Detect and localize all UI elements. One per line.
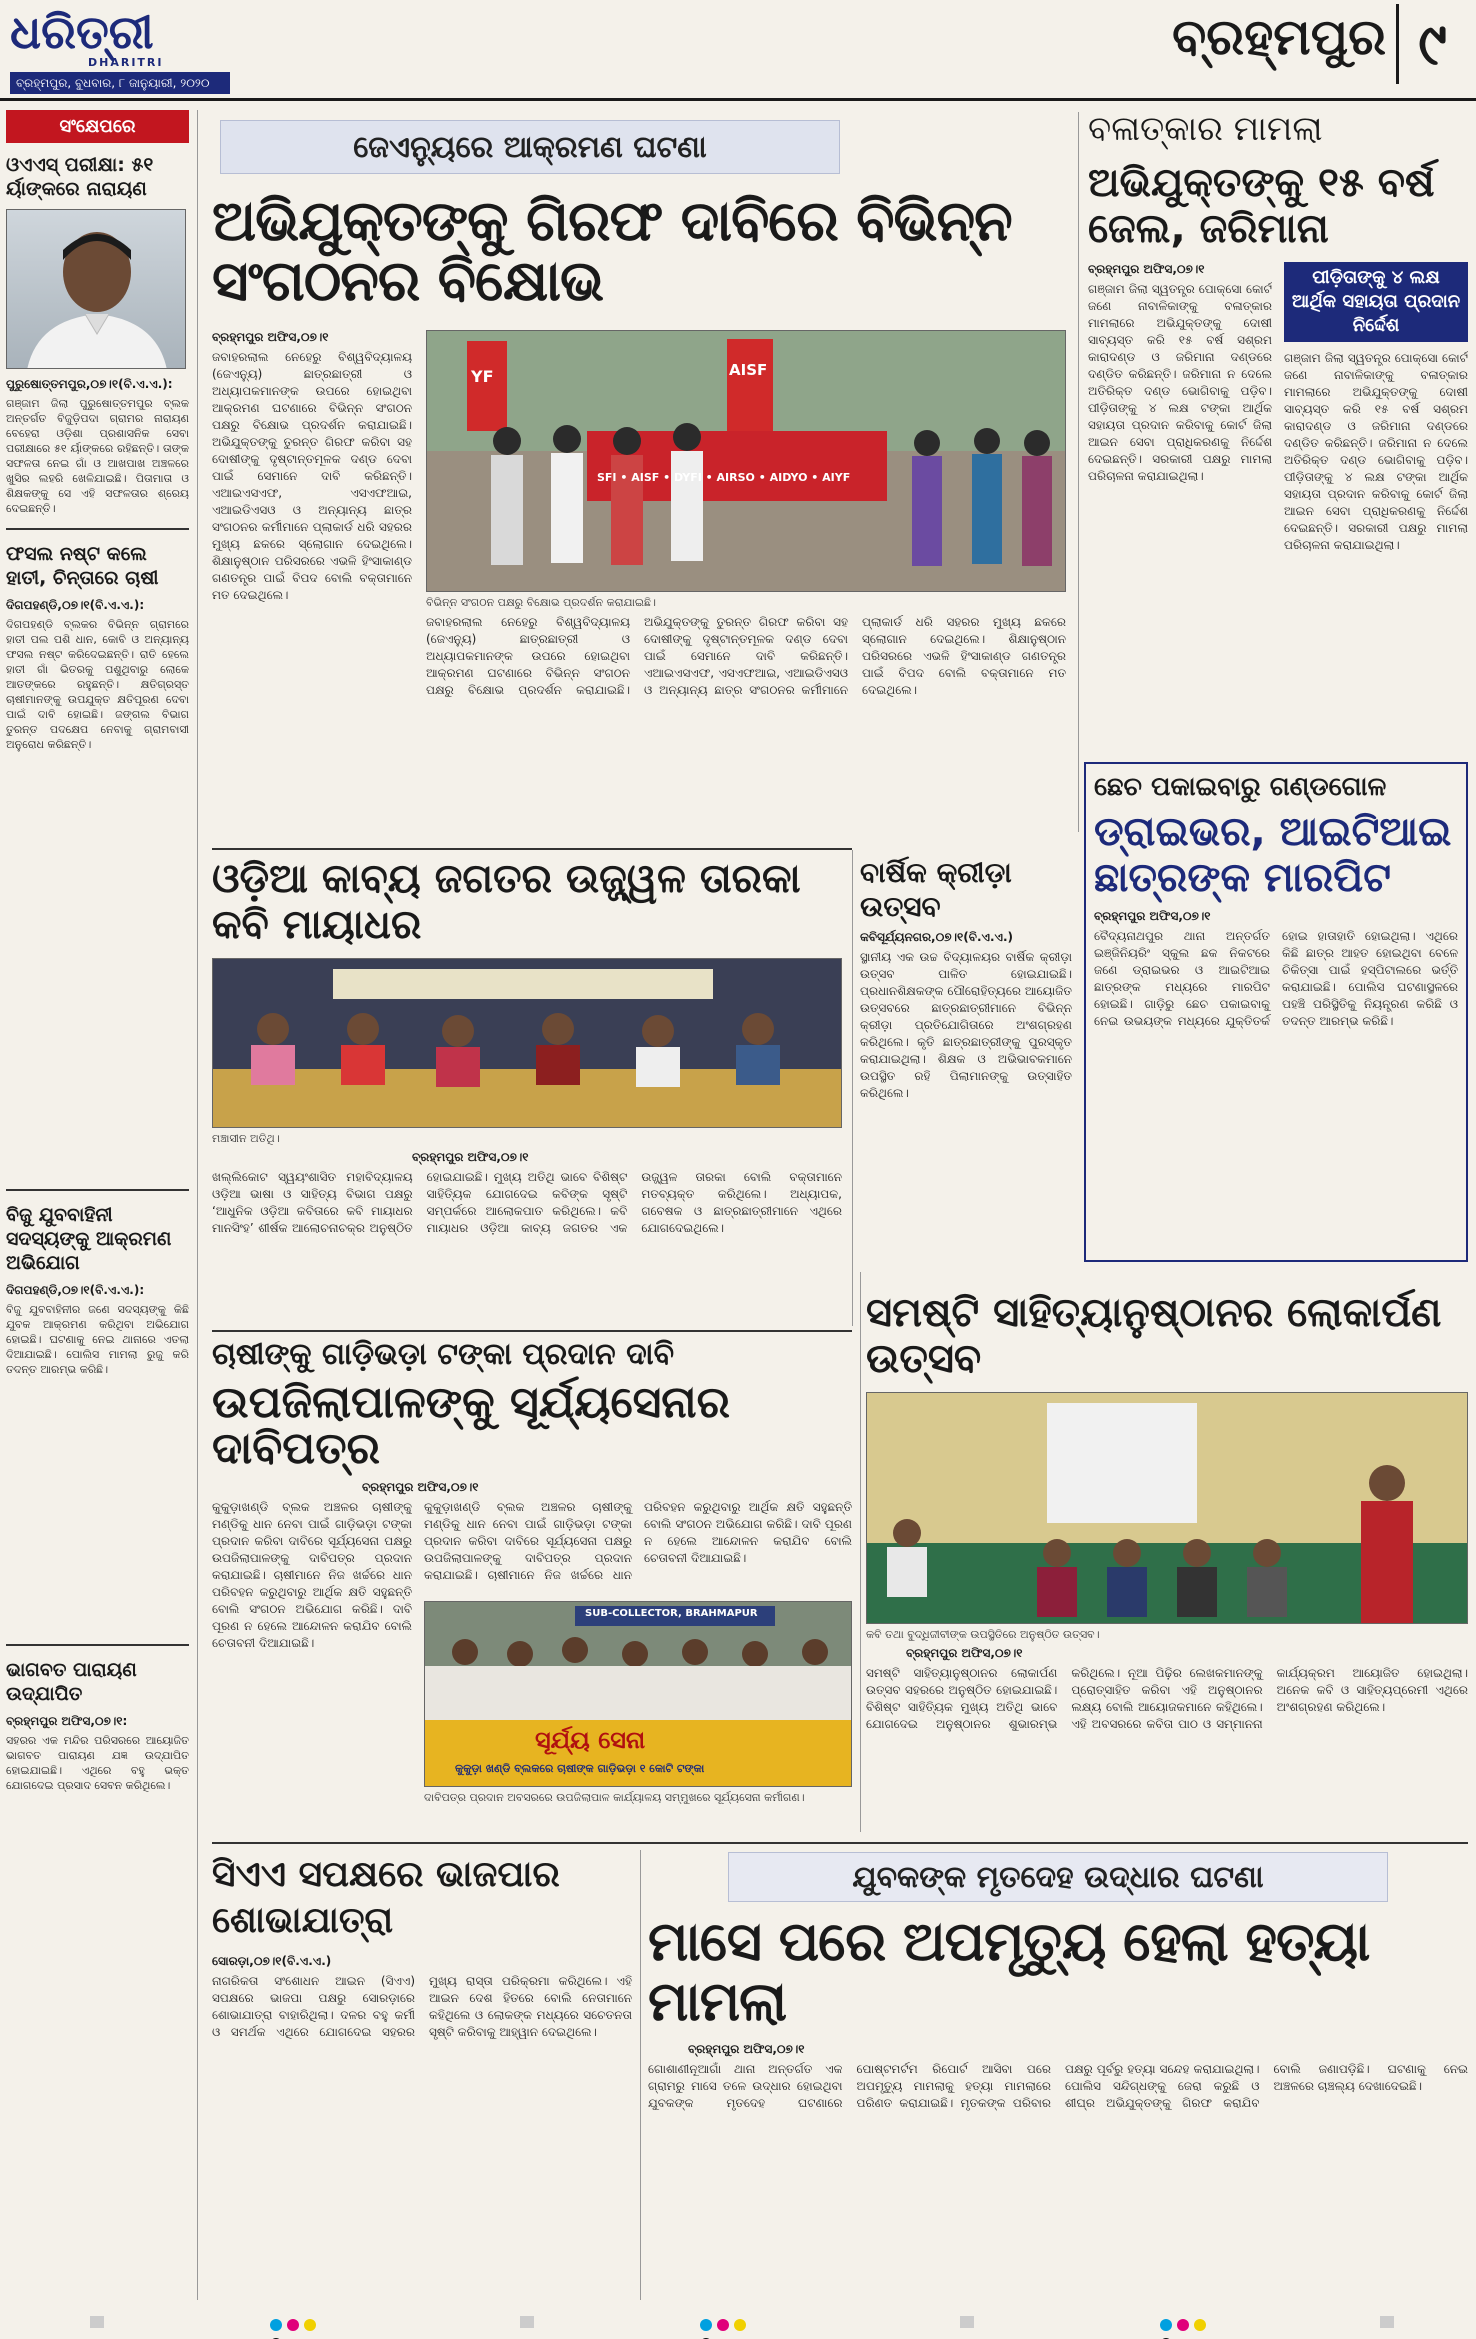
brief-divider <box>6 1189 189 1191</box>
murder-story <box>648 1852 1468 2302</box>
story-body: ସମଷ୍ଟି ସାହିତ୍ୟାନୁଷ୍ଠାନର ଲୋକାର୍ପଣ ଉତ୍ସବ ସହରରେ ଅନୁଷ୍ଠିତ ହୋଇଯାଇଛି। ବିଶିଷ୍ଟ ସାହିତ୍ୟିକ ମୁଖ୍ୟ ଅତିଥି ଭାବେ ଯୋଗଦେଇ ଅନୁଷ୍ଠାନର ଶୁଭାରମ୍ଭ କରିଥିଲେ। ନୂଆ ପିଢ଼ିର ଲେଖକମାନଙ୍କୁ ପ୍ରୋତ୍ସାହିତ କରିବା ଏହି ଅନୁଷ୍ଠାନର ଲକ୍ଷ୍ୟ ବୋଲି ଆୟୋଜକମାନେ କହିଥିଲେ। ଏହି ଅବସରରେ କବିତା ପାଠ ଓ ସମ୍ମାନନା କାର୍ଯ୍ୟକ୍ରମ ଆୟୋଜିତ ହୋଇଥିଲା। ଅନେକ କବି ଓ ସାହିତ୍ୟପ୍ରେମୀ ଏଥିରେ ଅଂଶଗ୍ରହଣ କରିଥିଲେ। <box>866 1666 1468 1731</box>
magenta-dot-icon <box>1177 2319 1189 2331</box>
story-body-continued: ଜବାହରଲାଲ ନେହେରୁ ବିଶ୍ୱବିଦ୍ୟାଳୟ (ଜେଏନ୍ୟୁ) ଛାତ୍ରଛାତ୍ରୀ ଓ ଅଧ୍ୟାପକମାନଙ୍କ ଉପରେ ହୋଇଥିବା ଆକ୍ରମଣ ଘଟଣାରେ ବିଭିନ୍ନ ସଂଗଠନ ପକ୍ଷରୁ ବିକ୍ଷୋଭ ପ୍ରଦର୍ଶନ କରାଯାଇଛି। ଅଭିଯୁକ୍ତଙ୍କୁ ତୁରନ୍ତ ଗିରଫ କରିବା ସହ ଦୋଷୀଙ୍କୁ ଦୃଷ୍ଟାନ୍ତମୂଳକ ଦଣ୍ଡ ଦେବା ପାଇଁ ସେମାନେ ଦାବି କରିଛନ୍ତି। ଏଆଇଏସଏଫ, ଏସଏଫଆଇ, ଏଆଇଡିଏସଓ ଓ ଅନ୍ୟାନ୍ୟ ଛାତ୍ର ସଂଗଠନର କର୍ମୀମାନେ ପ୍ଲାକାର୍ଡ ଧରି ସହରର ମୁଖ୍ୟ ଛକରେ ସ୍ଲୋଗାନ ଦେଇଥିଲେ। ଶିକ୍ଷାନୁଷ୍ଠାନ ପରିସରରେ ଏଭଳି ହିଂସାକାଣ୍ଡ ଗଣତନ୍ତ୍ର ପାଇଁ ବିପଦ ବୋଲି ବକ୍ତାମାନେ ମତ ଦେଇଥିଲେ। <box>426 615 1066 697</box>
section-divider <box>212 1842 1468 1844</box>
cyan-dot-icon <box>270 2319 282 2331</box>
photo-caption: ବିଭିନ୍ନ ସଂଗଠନ ପକ୍ଷରୁ ବିକ୍ଷୋଭ ପ୍ରଦର୍ଶନ କରାଯାଇଛି। <box>426 596 656 609</box>
story-body: କୁକୁଡ଼ାଖଣ୍ଡି ବ୍ଲକ ଅଞ୍ଚଳର ଚାଷୀଙ୍କୁ ମଣ୍ଡିକୁ ଧାନ ନେବା ପାଇଁ ଗାଡ଼ିଭଡ଼ା ଟଙ୍କା ପ୍ରଦାନ କରିବା ଦାବିରେ ସୂର୍ଯ୍ୟସେନା ପକ୍ଷରୁ ଉପଜିଲାପାଳଙ୍କୁ ଦାବିପତ୍ର ପ୍ରଦାନ କରାଯାଇଛି। ଚାଷୀମାନେ ନିଜ ଖର୍ଚ୍ଚରେ ଧାନ ପରିବହନ କରୁଥିବାରୁ ଆର୍ଥିକ କ୍ଷତି ସହୁଛନ୍ତି ବୋଲି ସଂଗଠନ ଅଭିଯୋଗ କରିଛି। ଦାବି ପୂରଣ ନ ହେଲେ ଆନ୍ଦୋଳନ କରାଯିବ ବୋଲି ଚେତାବନୀ ଦିଆଯାଇଛି। <box>212 1500 412 1650</box>
photo-caption: କବି ତଥା ବୁଦ୍ଧିଜୀବୀଙ୍କ ଉପସ୍ଥିତିରେ ଅନୁଷ୍ଠିତ ଉତ୍ସବ। <box>866 1628 1100 1641</box>
brief-divider <box>6 528 189 530</box>
story-headline: ଡ୍ରାଇଭର, ଆଇଟିଆଇ ଛାତ୍ରଙ୍କ ମାରପିଟ <box>1094 809 1452 901</box>
jnu-story <box>212 112 1072 860</box>
briefs-kicker: ସଂକ୍ଷେପରେ <box>6 110 189 143</box>
story-body: ଗଞ୍ଜାମ ଜିଲା ସ୍ୱତନ୍ତ୍ର ପୋକ୍ସୋ କୋର୍ଟ ଜଣେ ନାବାଳିକାଙ୍କୁ ବଳାତ୍କାର ମାମଲାରେ ଅଭିଯୁକ୍ତଙ୍କୁ ଦୋଷୀ ସାବ୍ୟସ୍ତ କରି ୧୫ ବର୍ଷ ସଶ୍ରମ କାରାଦଣ୍ଡ ଓ ଜରିମାନା ଦଣ୍ଡରେ ଦଣ୍ଡିତ କରିଛନ୍ତି। ଜରିମାନା ନ ଦେଲେ ଅତିରିକ୍ତ ଦଣ୍ଡ ଭୋଗିବାକୁ ପଡ଼ିବ। ପୀଡ଼ିତାଙ୍କୁ ୪ ଲକ୍ଷ ଟଙ୍କା ଆର୍ଥିକ ସହାୟତା ପ୍ରଦାନ କରିବାକୁ କୋର୍ଟ ଜିଲା ଆଇନ ସେବା ପ୍ରାଧିକରଣକୁ ନିର୍ଦ୍ଦେଶ ଦେଇଛନ୍ତି। ସରକାରୀ ପକ୍ଷରୁ ମାମଲା ପରିଚାଳନା କରାଯାଇଥିଲା। <box>1088 282 1272 483</box>
story-byline: ବ୍ରହ୍ମପୁର ଅଫିସ,୦୭।୧ <box>1094 909 1211 923</box>
story-kicker: ଚାଷୀଙ୍କୁ ଗାଡ଼ିଭଡ଼ା ଟଙ୍କା ପ୍ରଦାନ ଦାବି <box>212 1337 675 1372</box>
caa-story <box>212 1852 632 2302</box>
story-body: ଖଲ୍ଲିକୋଟ ସ୍ୱୟଂଶାସିତ ମହାବିଦ୍ୟାଳୟ ଓଡ଼ିଆ ଭାଷା ଓ ସାହିତ୍ୟ ବିଭାଗ ପକ୍ଷରୁ ‘ଆଧୁନିକ ଓଡ଼ିଆ କବିତାରେ କବି ମାୟାଧର ମାନସିଂହ’ ଶୀର୍ଷକ ଆଲୋଚନାଚକ୍ର ଅନୁଷ୍ଠିତ ହୋଇଯାଇଛି। ମୁଖ୍ୟ ଅତିଥି ଭାବେ ବିଶିଷ୍ଟ ସାହିତ୍ୟିକ ଯୋଗଦେଇ କବିଙ୍କ ସୃଷ୍ଟି ସମ୍ପର୍କରେ ଆଲୋକପାତ କରିଥିଲେ। କବି ମାୟାଧର ଓଡ଼ିଆ କାବ୍ୟ ଜଗତର ଏକ ଉଜ୍ଜ୍ୱଳ ତାରକା ବୋଲି ବକ୍ତାମାନେ ମତବ୍ୟକ୍ତ କରିଥିଲେ। ଅଧ୍ୟାପକ, ଗବେଷକ ଓ ଛାତ୍ରଛାତ୍ରୀମାନେ ଏଥିରେ ଯୋଗଦେଇଥିଲେ। <box>212 1170 842 1235</box>
photo-flag-label: AISF <box>729 361 768 379</box>
stage-photo <box>212 958 842 1128</box>
story-headline: ଓଡ଼ିଆ କାବ୍ୟ ଜଗତର ଉଜ୍ଜ୍ୱଳ ତାରକା କବି ମାୟାଧର <box>212 856 801 948</box>
story-banner: ଯୁବକଙ୍କ ମୃତଦେହ ଉଦ୍ଧାର ଘଟଣା <box>728 1852 1388 1902</box>
briefs-column <box>6 110 198 2300</box>
newspaper-logo <box>10 6 225 68</box>
event-scene-icon <box>867 1393 1468 1624</box>
brief-title: ଓଏଏସ୍ ପରୀକ୍ଷା: ୫୧ ର୍ୟାଙ୍କରେ ନାରାୟଣ <box>6 154 154 200</box>
court-story <box>1088 109 1468 752</box>
yellow-dot-icon <box>734 2319 746 2331</box>
section-divider <box>212 1330 852 1332</box>
story-kicker: ଛେଚ ପକାଇବାରୁ ଗଣ୍ଡଗୋଳ <box>1094 772 1387 802</box>
brief-body: ବିଜୁ ଯୁବବାହିନୀର ଜଣେ ସଦସ୍ୟଙ୍କୁ କିଛି ଯୁବକ ଆକ୍ରମଣ କରିଥିବା ଅଭିଯୋଗ ହୋଇଛି। ଘଟଣାକୁ ନେଇ ଥାନାରେ ଏତଲା ଦିଆଯାଇଛି। ପୋଲିସ ମାମଲା ରୁଜୁ କରି ତଦନ୍ତ ଆରମ୍ଭ କରିଛି। <box>6 1303 189 1376</box>
story-body-continued: କୁକୁଡ଼ାଖଣ୍ଡି ବ୍ଲକ ଅଞ୍ଚଳର ଚାଷୀଙ୍କୁ ମଣ୍ଡିକୁ ଧାନ ନେବା ପାଇଁ ଗାଡ଼ିଭଡ଼ା ଟଙ୍କା ପ୍ରଦାନ କରିବା ଦାବିରେ ସୂର୍ଯ୍ୟସେନା ପକ୍ଷରୁ ଉପଜିଲାପାଳଙ୍କୁ ଦାବିପତ୍ର ପ୍ରଦାନ କରାଯାଇଛି। ଚାଷୀମାନେ ନିଜ ଖର୍ଚ୍ଚରେ ଧାନ ପରିବହନ କରୁଥିବାରୁ ଆର୍ଥିକ କ୍ଷତି ସହୁଛନ୍ତି ବୋଲି ସଂଗଠନ ଅଭିଯୋଗ କରିଛି। ଦାବି ପୂରଣ ନ ହେଲେ ଆନ୍ଦୋଳନ କରାଯିବ ବୋଲି ଚେତାବନୀ ଦିଆଯାଇଛି। <box>424 1500 852 1582</box>
story-byline: ବ୍ରହ୍ମପୁର ଅଫିସ,୦୭।୧ <box>906 1646 1023 1660</box>
photo-sign-text: SUB-COLLECTOR, BRAHMAPUR <box>585 1608 758 1619</box>
photo-caption: ମଞ୍ଚାସୀନ ଅତିଥି। <box>212 1132 280 1145</box>
photo-flag-label: YF <box>471 367 494 386</box>
logo-subtext: DHARITRI <box>88 56 164 69</box>
story-byline: ସୋରଡ଼ା,୦୭।୧(ବି.ଏ.ଏ.) <box>212 1954 332 1968</box>
section-divider <box>212 848 852 850</box>
column-rule <box>640 1850 641 2300</box>
iti-story <box>1084 762 1468 1262</box>
story-byline: ବ୍ରହ୍ମପୁର ଅଫିସ,୦୭।୧ <box>362 1480 479 1494</box>
story-byline: ବ୍ରହ୍ମପୁର ଅଫିସ,୦୭।୧ <box>688 2042 805 2056</box>
registration-mark <box>270 2316 330 2328</box>
literary-story <box>866 1290 1468 1830</box>
column-rule <box>1078 112 1079 832</box>
registration-mark <box>700 2316 760 2328</box>
person-portrait-icon <box>7 210 186 369</box>
story-banner: ଜେଏନ୍ୟୁରେ ଆକ୍ରମଣ ଘଟଣା <box>220 120 840 174</box>
sports-story <box>860 856 1072 1326</box>
story-body-continued: ଗଞ୍ଜାମ ଜିଲା ସ୍ୱତନ୍ତ୍ର ପୋକ୍ସୋ କୋର୍ଟ ଜଣେ ନାବାଳିକାଙ୍କୁ ବଳାତ୍କାର ମାମଲାରେ ଅଭିଯୁକ୍ତଙ୍କୁ ଦୋଷୀ ସାବ୍ୟସ୍ତ କରି ୧୫ ବର୍ଷ ସଶ୍ରମ କାରାଦଣ୍ଡ ଓ ଜରିମାନା ଦଣ୍ଡରେ ଦଣ୍ଡିତ କରିଛନ୍ତି। ଜରିମାନା ନ ଦେଲେ ଅତିରିକ୍ତ ଦଣ୍ଡ ଭୋଗିବାକୁ ପଡ଼ିବ। ପୀଡ଼ିତାଙ୍କୁ ୪ ଲକ୍ଷ ଟଙ୍କା ଆର୍ଥିକ ସହାୟତା ପ୍ରଦାନ କରିବାକୁ କୋର୍ଟ ଜିଲା ଆଇନ ସେବା ପ୍ରାଧିକରଣକୁ ନିର୍ଦ୍ଦେଶ ଦେଇଛନ୍ତି। ସରକାରୀ ପକ୍ଷରୁ ମାମଲା ପରିଚାଳନା କରାଯାଇଥିଲା। <box>1284 351 1468 552</box>
registration-mark <box>1380 2316 1394 2328</box>
story-headline: ସିଏଏ ସପକ୍ଷରେ ଭାଜପାର ଶୋଭାଯାତ୍ରା <box>212 1854 560 1941</box>
story-byline: ବ୍ରହ୍ମପୁର ଅଫିସ,୦୭।୧ <box>1088 262 1205 276</box>
masthead <box>0 0 1476 100</box>
magenta-dot-icon <box>287 2319 299 2331</box>
registration-mark <box>1160 2316 1220 2328</box>
story-body: ନାଗରିକତା ସଂଶୋଧନ ଆଇନ (ସିଏଏ) ସପକ୍ଷରେ ଭାଜପା ପକ୍ଷରୁ ସୋରଡ଼ାରେ ଶୋଭାଯାତ୍ରା ବାହାରିଥିଲା। ଦଳର ବହୁ କର୍ମୀ ଓ ସମର୍ଥକ ଏଥିରେ ଯୋଗଦେଇ ସହରର ମୁଖ୍ୟ ରାସ୍ତା ପରିକ୍ରମା କରିଥିଲେ। ଏହି ଆଇନ ଦେଶ ହିତରେ ବୋଲି ନେତାମାନେ କହିଥିଲେ ଓ ଲୋକଙ୍କ ମଧ୍ୟରେ ସଚେତନତା ସୃଷ୍ଟି କରିବାକୁ ଆହ୍ୱାନ ଦେଇଥିଲେ। <box>212 1974 632 2039</box>
brief-byline: ଦିଗପହଣ୍ଡି,୦୭।୧(ବି.ଏ.ଏ.): <box>6 1283 145 1297</box>
registration-mark <box>960 2316 974 2328</box>
brief-byline: ଦିଗପହଣ୍ଡି,୦୭।୧(ବି.ଏ.ଏ.): <box>6 598 145 612</box>
column-rule <box>852 850 853 1326</box>
photo-banner-text: ସୂର୍ଯ୍ୟ ସେନା <box>535 1726 646 1754</box>
story-headline: ମାସେ ପରେ ଅପମୃତ୍ୟୁ ହେଲା ହତ୍ୟା ମାମଲା <box>648 1910 1370 2033</box>
column-rule <box>860 1272 861 1832</box>
yellow-dot-icon <box>1194 2319 1206 2331</box>
memorandum-photo <box>424 1601 852 1787</box>
story-body: ବୈଦ୍ୟନାଥପୁର ଥାନା ଅନ୍ତର୍ଗତ ଇଞ୍ଜିନିୟରିଂ ସ୍କୁଲ ଛକ ନିକଟରେ ଜଣେ ଡ୍ରାଇଭର ଓ ଆଇଟିଆଇ ଛାତ୍ରଙ୍କ ମଧ୍ୟରେ ମାରପିଟ ହୋଇଛି। ଗାଡ଼ିରୁ ଛେଚ ପକାଇବାକୁ ନେଇ ଉଭୟଙ୍କ ମଧ୍ୟରେ ଯୁକ୍ତିତର୍କ ହୋଇ ହାତାହାତି ହୋଇଥିଲା। ଏଥିରେ କିଛି ଛାତ୍ର ଆହତ ହୋଇଥିବା ବେଳେ ଚିକିତ୍ସା ପାଇଁ ହସ୍ପିଟାଲରେ ଭର୍ତ୍ତି କରାଯାଇଛି। ପୋଲିସ ଘଟଣାସ୍ଥଳରେ ପହଞ୍ଚି ପରିସ୍ଥିତିକୁ ନିୟନ୍ତ୍ରଣ କରିଛି ଓ ତଦନ୍ତ ଆରମ୍ଭ କରିଛି। <box>1094 929 1458 1028</box>
brief-title: ବିଜୁ ଯୁବବାହିନୀ ସଦସ୍ୟଙ୍କୁ ଆକ୍ରମଣ ଅଭିଯୋଗ <box>6 1204 172 1274</box>
magenta-dot-icon <box>717 2319 729 2331</box>
registration-mark <box>520 2316 534 2328</box>
story-body: ଗୋଶାଣୀନୂଆଗାଁ ଥାନା ଅନ୍ତର୍ଗତ ଏକ ଗ୍ରାମରୁ ମାସେ ତଳେ ଉଦ୍ଧାର ହୋଇଥିବା ଯୁବକଙ୍କ ମୃତଦେହ ଘଟଣାରେ ପୋଷ୍ଟମର୍ଟମ ରିପୋର୍ଟ ଆସିବା ପରେ ଅପମୃତ୍ୟୁ ମାମଲାକୁ ହତ୍ୟା ମାମଲାରେ ପରିଣତ କରାଯାଇଛି। ମୃତକଙ୍କ ପରିବାର ପକ୍ଷରୁ ପୂର୍ବରୁ ହତ୍ୟା ସନ୍ଦେହ କରାଯାଇଥିଲା। ପୋଲିସ ସନ୍ଦିଗ୍ଧଙ୍କୁ ଜେରା କରୁଛି ଓ ଶୀଘ୍ର ଅଭିଯୁକ୍ତଙ୍କୁ ଗିରଫ କରାଯିବ ବୋଲି ଜଣାପଡ଼ିଛି। ଘଟଣାକୁ ନେଇ ଅଞ୍ଚଳରେ ଚାଞ୍ଚଲ୍ୟ ଦେଖାଦେଇଛି। <box>648 2062 1468 2110</box>
cyan-dot-icon <box>700 2319 712 2331</box>
story-byline: କବିସୂର୍ଯ୍ୟନଗର,୦୭।୧(ବି.ଏ.ଏ.) <box>860 930 1013 944</box>
brief-body: ଦିଗପହଣ୍ଡି ବ୍ଲକର ବିଭିନ୍ନ ଗ୍ରାମରେ ହାତୀ ପଲ ପଶି ଧାନ, କୋବି ଓ ଅନ୍ୟାନ୍ୟ ଫସଲ ନଷ୍ଟ କରିଦେଇଛନ୍ତି। ରାତି ହେଲେ ହାତୀ ଗାଁ ଭିତରକୁ ପଶୁଥିବାରୁ ଲୋକେ ଆତଙ୍କରେ ରହୁଛନ୍ତି। କ୍ଷତିଗ୍ରସ୍ତ ଚାଷୀମାନଙ୍କୁ ଉପଯୁକ୍ତ କ୍ଷତିପୂରଣ ଦେବା ପାଇଁ ଦାବି ହୋଇଛି। ଜଙ୍ଗଲ ବିଭାଗ ତୁରନ୍ତ ପଦକ୍ଷେପ ନେବାକୁ ଗ୍ରାମବାସୀ ଅନୁରୋଧ କରିଛନ୍ତି। <box>6 618 189 751</box>
story-body: ସ୍ଥାନୀୟ ଏକ ଉଚ୍ଚ ବିଦ୍ୟାଳୟର ବାର୍ଷିକ କ୍ରୀଡ଼ା ଉତ୍ସବ ପାଳିତ ହୋଇଯାଇଛି। ପ୍ରଧାନଶିକ୍ଷକଙ୍କ ପୌରୋହିତ୍ୟରେ ଆୟୋଜିତ ଉତ୍ସବରେ ଛାତ୍ରଛାତ୍ରୀମାନେ ବିଭିନ୍ନ କ୍ରୀଡ଼ା ପ୍ରତିଯୋଗିତାରେ ଅଂଶଗ୍ରହଣ କରିଥିଲେ। କୃତି ଛାତ୍ରଛାତ୍ରୀଙ୍କୁ ପୁରସ୍କୃତ କରାଯାଇଥିଲା। ଶିକ୍ଷକ ଓ ଅଭିଭାବକମାନେ ଉପସ୍ଥିତ ରହି ପିଲାମାନଙ୍କୁ ଉତ୍ସାହିତ କରିଥିଲେ। <box>860 950 1072 1100</box>
protest-photo <box>426 330 1066 592</box>
story-headline: ବାର୍ଷିକ କ୍ରୀଡ଼ା ଉତ୍ସବ <box>860 856 1012 923</box>
page-number: ୯ <box>1396 4 1466 84</box>
logo-text: ଧରିତ୍ରୀ <box>10 5 154 59</box>
brief-divider <box>6 1644 189 1646</box>
brief-title: ଭାଗବତ ପାରାୟଣ ଉଦ୍ଯାପିତ <box>6 1659 137 1705</box>
brief-byline: ପୁରୁଷୋତ୍ତମପୁର,୦୭।୧(ବି.ଏ.ଏ.): <box>6 377 173 391</box>
story-headline: ଉପଜିଲାପାଳଙ୍କୁ ସୂର୍ଯ୍ୟସେନାର ଦାବିପତ୍ର <box>212 1377 731 1474</box>
story-byline: ବ୍ରହ୍ମପୁର ଅଫିସ,୦୭।୧ <box>412 1150 529 1164</box>
poet-story <box>212 856 842 1326</box>
suryasena-story <box>212 1338 852 1838</box>
photo-banner-text: SFI • AISF • DYFI • AIRSO • AIDYO • AIYF <box>597 471 851 484</box>
story-byline: ବ୍ରହ୍ମପୁର ଅଫିସ,୦୭।୧ <box>212 330 329 344</box>
crowd-scene-icon <box>425 1602 852 1787</box>
section-city: ବ୍ରହ୍ମପୁର <box>1172 8 1386 66</box>
masthead-rule <box>0 98 1476 101</box>
photo-caption: ଦାବିପତ୍ର ପ୍ରଦାନ ଅବସରରେ ଉପଜିଲାପାଳ କାର୍ଯ୍ୟାଳୟ ସମ୍ମୁଖରେ ସୂର୍ଯ୍ୟସେନା କର୍ମୀଗଣ। <box>424 1791 805 1804</box>
registration-mark <box>90 2316 104 2328</box>
dateline: ବ୍ରହ୍ମପୁର, ବୁଧବାର, ୮ ଜାନୁୟାରୀ, ୨୦୨୦ <box>10 72 230 94</box>
cyan-dot-icon <box>1160 2319 1172 2331</box>
brief-body: ଗଞ୍ଜାମ ଜିଲା ପୁରୁଷୋତ୍ତମପୁର ବ୍ଲକ ଅନ୍ତର୍ଗତ ବିଜୁଡ଼ିପଦା ଗ୍ରାମର ନାରାୟଣ ବେହେରା ଓଡ଼ିଶା ପ୍ରଶାସନିକ ସେବା ପରୀକ୍ଷାରେ ୫୧ ର୍ୟାଙ୍କରେ ରହିଛନ୍ତି। ତାଙ୍କ ସଫଳତା ନେଇ ଗାଁ ଓ ଆଖପାଖ ଅଞ୍ଚଳରେ ଖୁସିର ଲହରି ଖେଳିଯାଇଛି। ପିତାମାତା ଓ ଶିକ୍ଷକଙ୍କୁ ସେ ଏହି ସଫଳତାର ଶ୍ରେୟ ଦେଇଛନ୍ତି। <box>6 397 189 515</box>
story-headline: ଅଭିଯୁକ୍ତଙ୍କୁ ୧୫ ବର୍ଷ ଜେଲ, ଜରିମାନା <box>1088 160 1435 252</box>
story-kicker: ବଳାତ୍କାର ମାମଲା <box>1088 109 1323 149</box>
brief-byline: ବ୍ରହ୍ମପୁର ଅଫିସ,୦୭।୧: <box>6 1714 128 1728</box>
story-highlight-badge: ପୀଡ଼ିତାଙ୍କୁ ୪ ଲକ୍ଷ ଆର୍ଥିକ ସହାୟତା ପ୍ରଦାନ ନିର୍ଦ୍ଦେଶ <box>1284 262 1468 342</box>
brief-body: ସହରର ଏକ ମନ୍ଦିର ପରିସରରେ ଆୟୋଜିତ ଭାଗବତ ପାରାୟଣ ଯଜ୍ଞ ଉଦ୍ଯାପିତ ହୋଇଯାଇଛି। ଏଥିରେ ବହୁ ଭକ୍ତ ଯୋଗଦେଇ ପ୍ରସାଦ ସେବନ କରିଥିଲେ। <box>6 1734 189 1792</box>
story-body: ଜବାହରଲାଲ ନେହେରୁ ବିଶ୍ୱବିଦ୍ୟାଳୟ (ଜେଏନ୍ୟୁ) ଛାତ୍ରଛାତ୍ରୀ ଓ ଅଧ୍ୟାପକମାନଙ୍କ ଉପରେ ହୋଇଥିବା ଆକ୍ରମଣ ଘଟଣାରେ ବିଭିନ୍ନ ସଂଗଠନ ପକ୍ଷରୁ ବିକ୍ଷୋଭ ପ୍ରଦର୍ଶନ କରାଯାଇଛି। ଅଭିଯୁକ୍ତଙ୍କୁ ତୁରନ୍ତ ଗିରଫ କରିବା ସହ ଦୋଷୀଙ୍କୁ ଦୃଷ୍ଟାନ୍ତମୂଳକ ଦଣ୍ଡ ଦେବା ପାଇଁ ସେମାନେ ଦାବି କରିଛନ୍ତି। ଏଆଇଏସଏଫ, ଏସଏଫଆଇ, ଏଆଇଡିଏସଓ ଓ ଅନ୍ୟାନ୍ୟ ଛାତ୍ର ସଂଗଠନର କର୍ମୀମାନେ ପ୍ଲାକାର୍ଡ ଧରି ସହରର ମୁଖ୍ୟ ଛକରେ ସ୍ଲୋଗାନ ଦେଇଥିଲେ। ଶିକ୍ଷାନୁଷ୍ଠାନ ପରିସରରେ ଏଭଳି ହିଂସାକାଣ୍ଡ ଗଣତନ୍ତ୍ର ପାଇଁ ବିପଦ ବୋଲି ବକ୍ତାମାନେ ମତ ଦେଇଥିଲେ। <box>212 350 412 602</box>
photo-banner-subtext: କୁକୁଡ଼ା ଖଣ୍ଡି ବ୍ଲକରେ ଚାଷୀଙ୍କ ଗାଡ଼ିଭଡ଼ା ୧ କୋଟି ଟଙ୍କା <box>455 1762 705 1775</box>
story-headline: ସମଷ୍ଟି ସାହିତ୍ୟାନୁଷ୍ଠାନର ଲୋକାର୍ପଣ ଉତ୍ସବ <box>866 1290 1442 1382</box>
brief-title: ଫସଲ ନଷ୍ଟ କଲେ ହାତୀ, ଚିନ୍ତାରେ ଚାଷୀ <box>6 543 159 589</box>
event-photo <box>866 1392 1468 1624</box>
story-headline: ଅଭିଯୁକ୍ତଙ୍କୁ ଗିରଫ ଦାବିରେ ବିଭିନ୍ନ ସଂଗଠନର ବିକ୍ଷୋଭ <box>212 189 1012 314</box>
portrait-photo <box>6 209 186 369</box>
stage-scene-icon <box>213 959 842 1128</box>
